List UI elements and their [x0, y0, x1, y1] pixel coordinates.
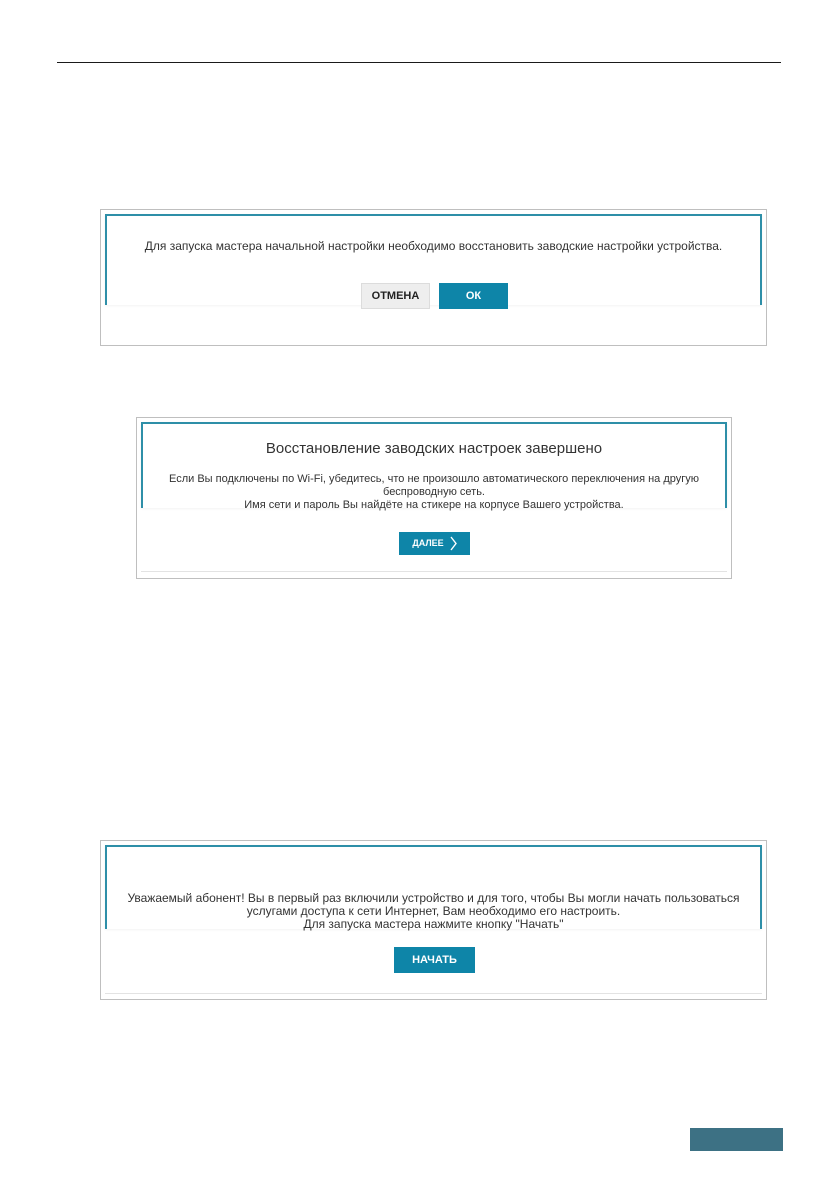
reset-complete-dialog: [136, 417, 732, 579]
dialog-frame: [105, 214, 762, 305]
ok-button[interactable]: ОК: [439, 283, 508, 309]
header-rule: [57, 62, 781, 63]
next-button[interactable]: [399, 532, 470, 555]
welcome-line-3: Для запуска мастера нажмите кнопку "Начать": [303, 917, 564, 931]
reset-confirm-dialog: [100, 209, 767, 346]
dialog-bottom-line: [141, 571, 727, 572]
wifi-notice-line-3: Имя сети и пароль Вы найдёте на стикере на корпусе Вашего устройства.: [244, 499, 624, 511]
wifi-notice-line-1: Если Вы подключены по Wi-Fi, убедитесь, что не произошло автоматического переключения на другую: [168, 473, 700, 485]
cancel-button[interactable]: ОТМЕНА: [361, 283, 430, 309]
welcome-line-1: Уважаемый абонент! Вы в первый раз включили устройство и для того, чтобы Вы могли начать пользоваться: [127, 891, 740, 905]
reset-message: Для запуска мастера начальной настройки необходимо восстановить заводские настройки устройства.: [144, 239, 723, 253]
page-number-tab: [690, 1128, 783, 1151]
dialog-bottom-line: [105, 993, 762, 994]
chevron-right-icon: [450, 536, 457, 551]
welcome-line-2: услугами доступа к сети Интернет, Вам необходимо его настроить.: [246, 904, 621, 918]
wifi-notice-line-2: беспроводную сеть.: [383, 486, 485, 498]
welcome-dialog: [100, 840, 767, 1000]
start-button[interactable]: НАЧАТЬ: [394, 947, 475, 973]
next-button-label: ДАЛЕЕ: [412, 538, 444, 548]
dialog-title: Восстановление заводских настроек завершено: [265, 440, 603, 457]
